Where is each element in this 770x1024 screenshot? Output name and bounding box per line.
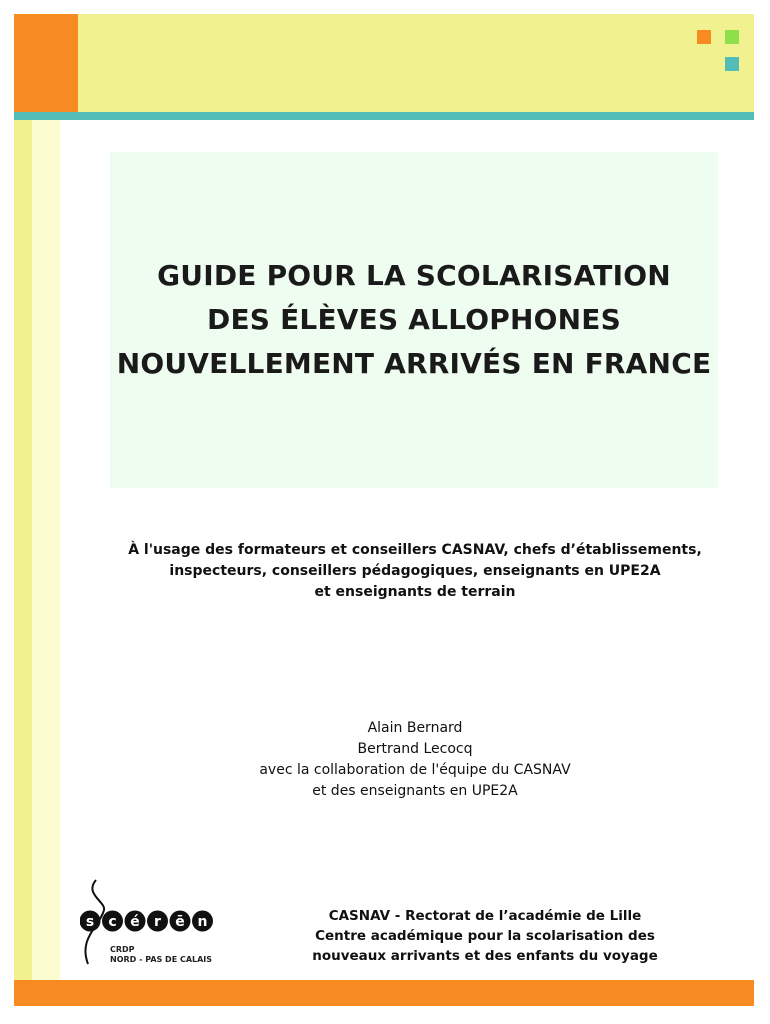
logo-crdp: CRDP (110, 945, 135, 954)
logo-letter: s (85, 914, 95, 930)
green-square-icon (725, 30, 739, 44)
orange-corner-block (14, 14, 78, 112)
collaboration-line-2: et des enseignants en UPE2A (312, 783, 518, 799)
logo-org-text (110, 945, 212, 965)
document-title (117, 254, 712, 386)
logo-letter: é (130, 914, 140, 930)
title-line-1: GUIDE POUR LA SCOLARISATION (157, 259, 671, 292)
author-2: Bertrand Lecocq (357, 741, 473, 757)
authors-block (60, 718, 770, 802)
institution-line-3: nouveaux arrivants et des enfants du voyage (312, 948, 658, 964)
logo-region: NORD - PAS DE CALAIS (110, 955, 213, 964)
logo-letter: r (154, 914, 161, 930)
audience-line-3: et enseignants de terrain (314, 584, 516, 600)
institution-line-1: CASNAV - Rectorat de l’académie de Lille (328, 908, 642, 924)
audience-line-1: À l'usage des formateurs et conseillers CASNAV, chefs d’établissements, (128, 542, 702, 558)
logo-letter: n (197, 914, 208, 930)
footer-band (32, 980, 754, 1006)
author-1: Alain Bernard (367, 720, 463, 736)
header-band (78, 14, 754, 112)
orange-square-icon (697, 30, 711, 44)
left-yellow-strip (14, 120, 32, 980)
title-line-3: NOUVELLEMENT ARRIVÉS EN FRANCE (116, 347, 712, 380)
collaboration-line: avec la collaboration de l'équipe du CASNAV (259, 762, 571, 778)
audience-statement (60, 540, 770, 603)
title-line-2: DES ÉLÈVES ALLOPHONES (207, 303, 621, 336)
teal-divider (14, 112, 754, 120)
audience-line-2: inspecteurs, conseillers pédagogiques, enseignants en UPE2A (169, 563, 661, 579)
title-box (110, 152, 718, 488)
sceren-logo (80, 876, 240, 968)
logo-letter: ē (175, 914, 185, 930)
institution-line-2: Centre académique pour la scolarisation des (315, 928, 655, 944)
institution-block (300, 906, 670, 966)
teal-square-icon (725, 57, 739, 71)
footer-corner (14, 980, 32, 1006)
left-pale-strip (32, 120, 60, 980)
logo-letter: c (108, 914, 117, 930)
